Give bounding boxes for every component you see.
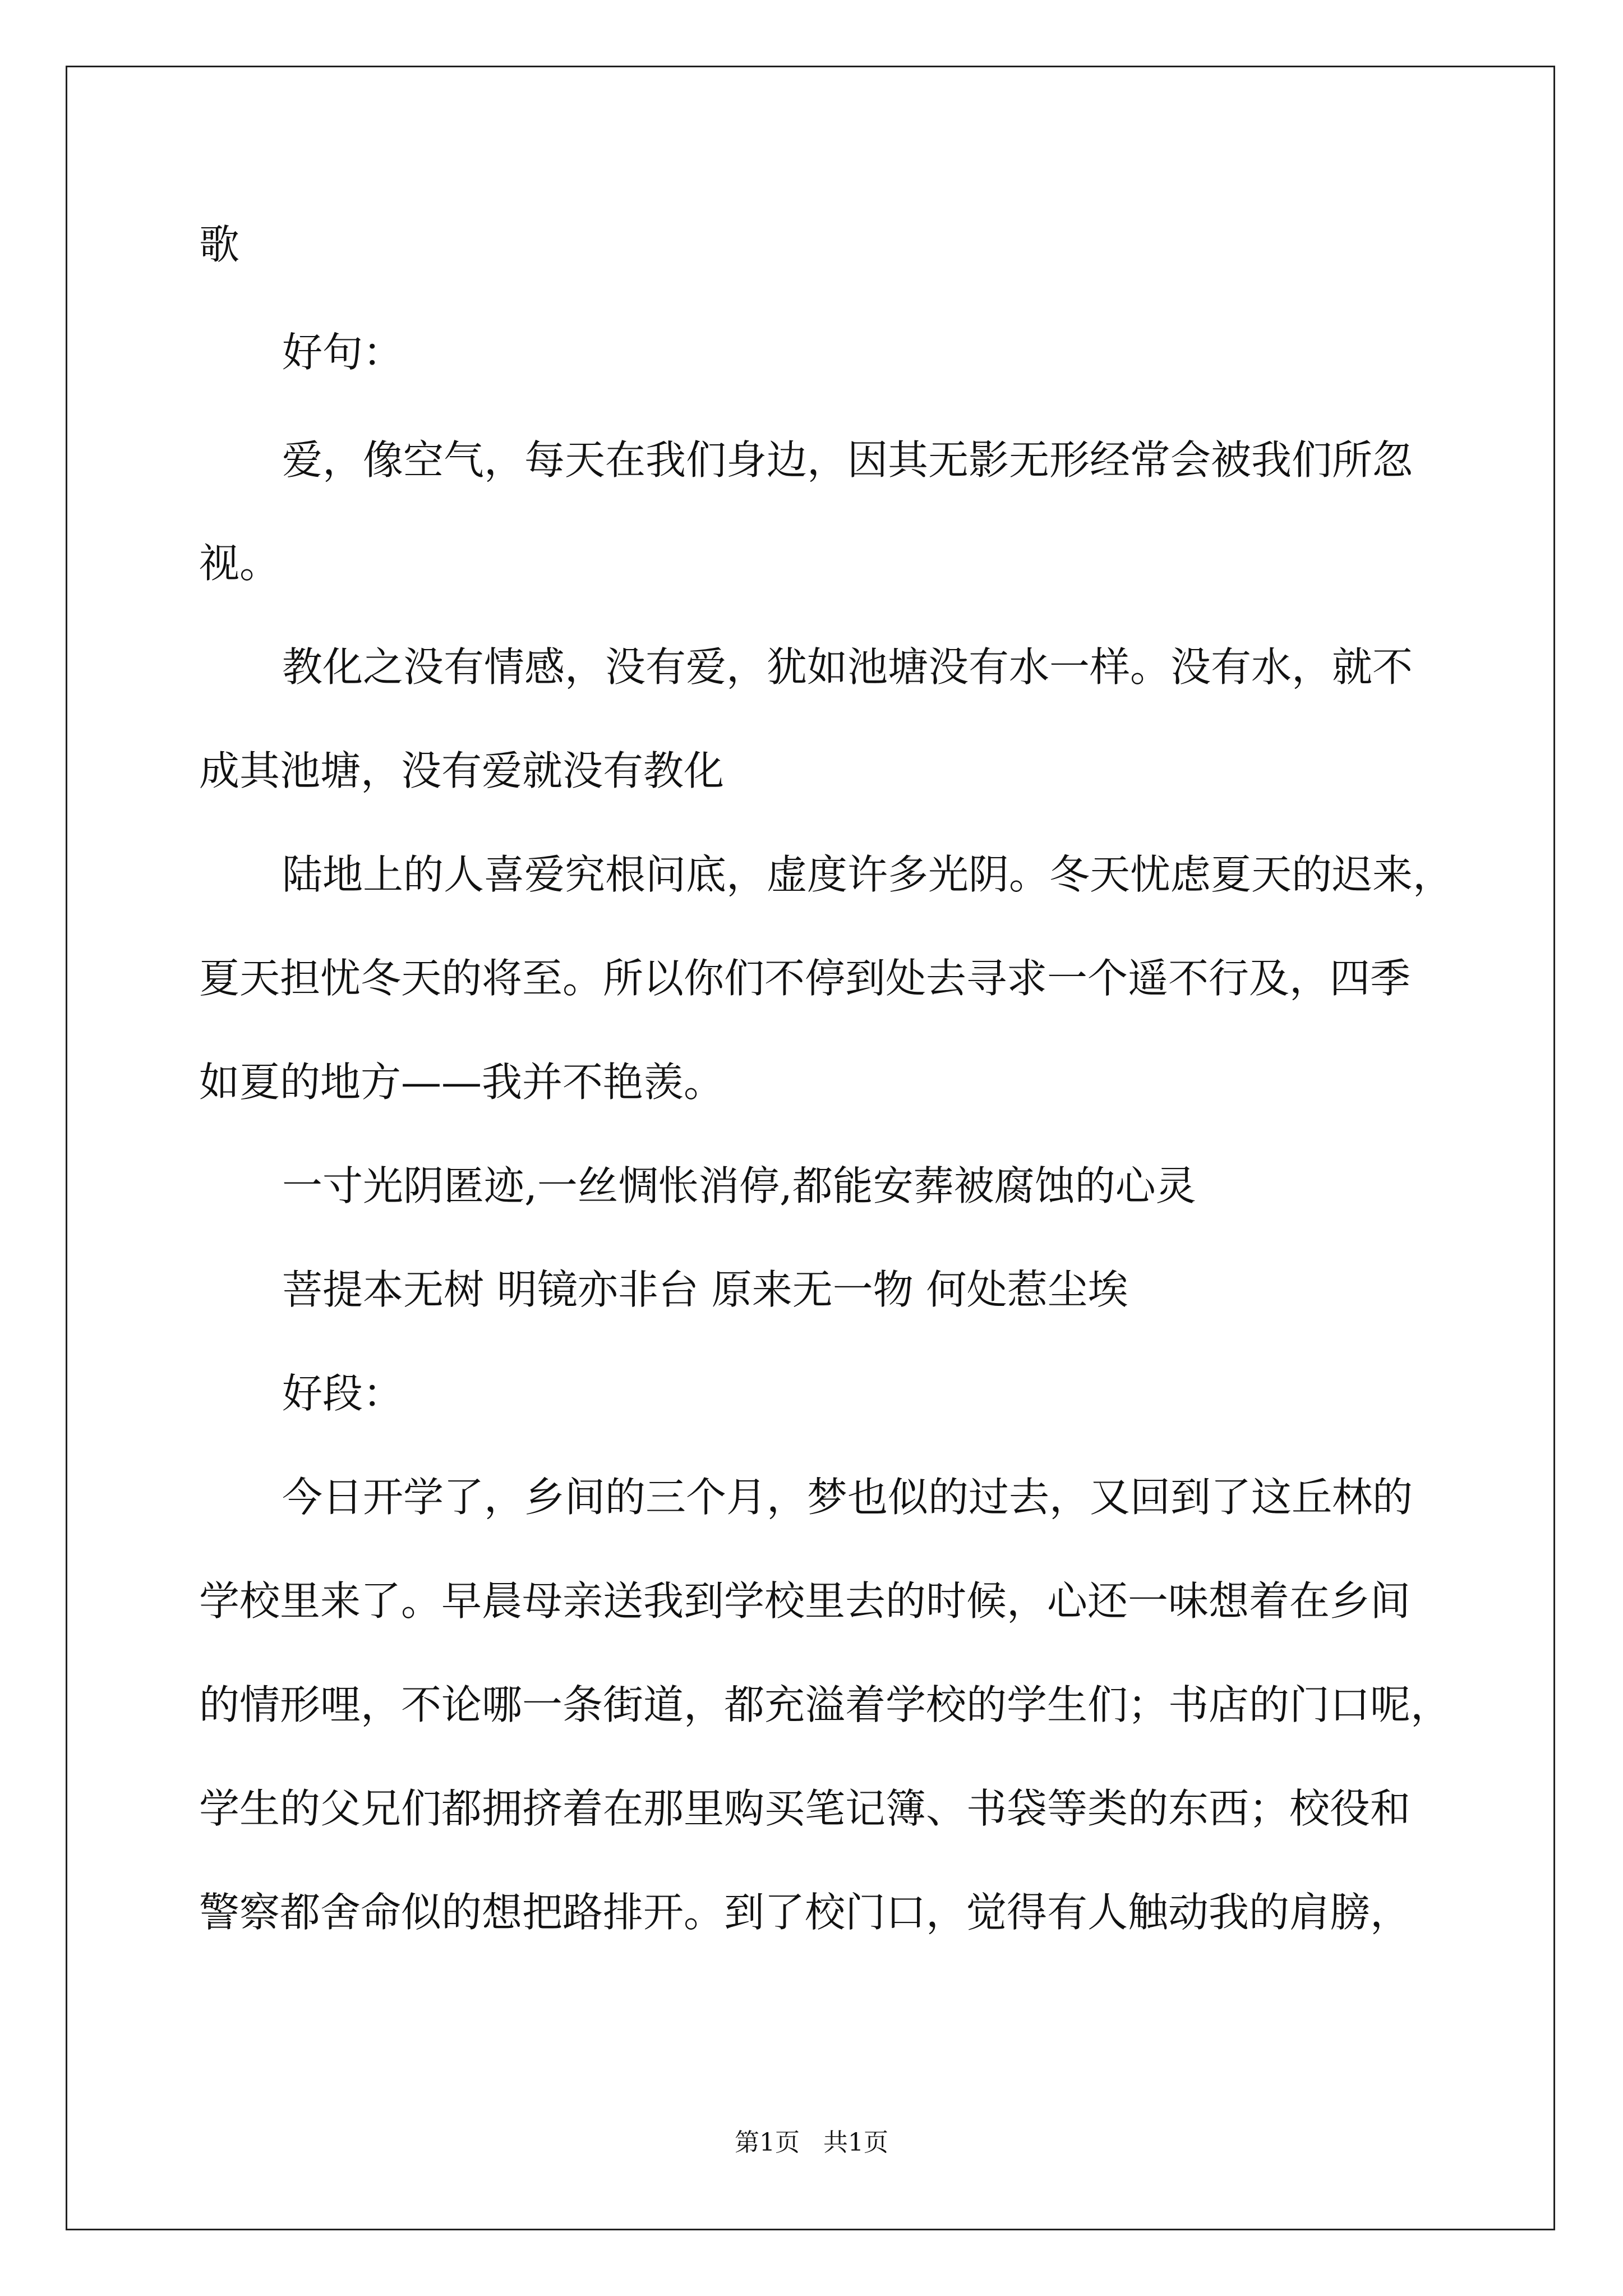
paragraph-line: 夏天担忧冬天的将至。所以你们不停到处去寻求一个遥不行及，四季 <box>199 955 1411 1002</box>
text-line-word: 歌 <box>199 221 240 268</box>
page-number-footer: 第1页 共1页 <box>735 2128 888 2157</box>
paragraph-line: 菩提本无树 明镜亦非台 原来无一物 何处惹尘埃 <box>282 1266 1128 1313</box>
heading-good-paragraphs: 好段： <box>282 1370 404 1417</box>
paragraph-line: 今日开学了，乡间的三个月，梦也似的过去，又回到了这丘林的 <box>282 1474 1413 1521</box>
paragraph-line: 一寸光阴匿迹,一丝惆怅消停,都能安葬被腐蚀的心灵 <box>282 1162 1196 1209</box>
paragraph-line: 学生的父兄们都拥挤着在那里购买笔记簿、书袋等类的东西；校役和 <box>199 1785 1411 1832</box>
paragraph-line: 如夏的地方——我并不艳羡。 <box>199 1059 725 1106</box>
paragraph-line: 学校里来了。早晨母亲送我到学校里去的时候，心还一味想着在乡间 <box>199 1577 1411 1625</box>
paragraph-line: 陆地上的人喜爱究根问底，虚度许多光阴。冬天忧虑夏天的迟来， <box>282 851 1454 898</box>
paragraph-line: 视。 <box>199 540 280 587</box>
paragraph-line: 教化之没有情感，没有爱，犹如池塘没有水一样。没有水，就不 <box>282 643 1413 691</box>
heading-good-sentences: 好句： <box>282 329 404 376</box>
paragraph-line: 警察都舍命似的想把路排开。到了校门口，觉得有人触动我的肩膀， <box>199 1889 1411 1936</box>
paragraph-line: 的情形哩，不论哪一条街道，都充溢着学校的学生们；书店的门口呢， <box>199 1681 1451 1728</box>
paragraph-line: 成其池塘，没有爱就没有教化 <box>199 747 725 794</box>
paragraph-line: 爱，像空气，每天在我们身边，因其无影无形经常会被我们所忽 <box>282 436 1413 484</box>
